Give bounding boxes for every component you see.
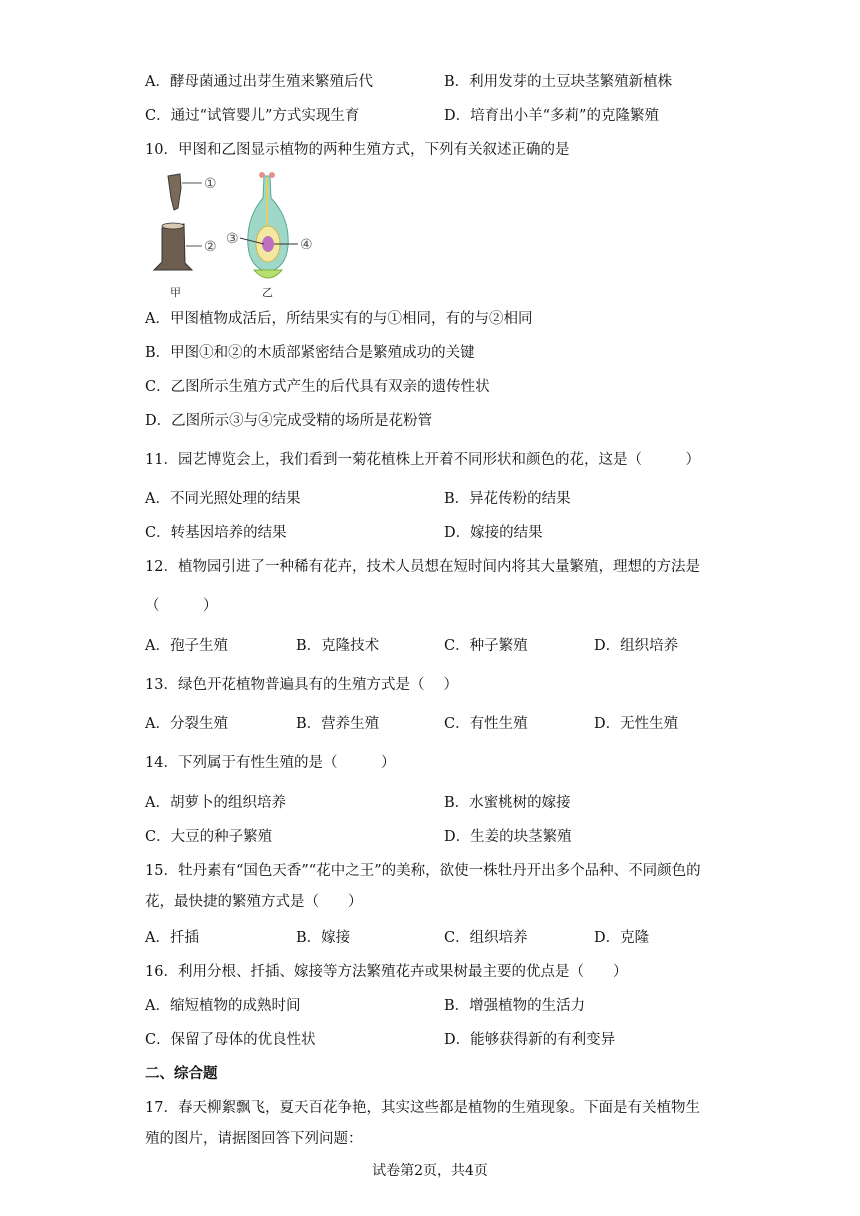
label-yi: 乙: [262, 286, 273, 299]
q10-stem: 10．甲图和乙图显示植物的两种生殖方式，下列有关叙述正确的是: [145, 142, 570, 158]
q12-option-b: B．克隆技术: [296, 638, 380, 654]
q13-option-d: D．无性生殖: [594, 716, 679, 732]
q11-option-b: B．异花传粉的结果: [444, 491, 571, 507]
scion: [168, 174, 181, 210]
q17-stem-line1: 17．春天柳絮飘飞，夏天百花争艳，其实这些都是植物的生殖现象。下面是有关植物生: [145, 1100, 700, 1116]
rootstock: [154, 224, 192, 270]
q9-option-b: B．利用发芽的土豆块茎繁殖新植株: [444, 74, 673, 90]
label-jia: 甲: [170, 286, 181, 299]
q12-answer-blank: （ ）: [145, 598, 218, 614]
q13-option-c: C．有性生殖: [444, 716, 528, 732]
q16-option-a: A．缩短植物的成熟时间: [145, 998, 301, 1014]
q16-option-d: D．能够获得新的有利变异: [444, 1032, 616, 1048]
q11-option-a: A．不同光照处理的结果: [145, 491, 301, 507]
q14-option-b: B．水蜜桃树的嫁接: [444, 795, 571, 811]
q13-stem: 13．绿色开花植物普遍具有的生殖方式是（ ）: [145, 677, 459, 693]
mark-3: ③: [226, 231, 239, 247]
q16-option-b: B．增强植物的生活力: [444, 998, 586, 1014]
q12-option-d: D．组织培养: [594, 638, 679, 654]
q9-option-a: A．酵母菌通过出芽生殖来繁殖后代: [145, 74, 373, 90]
q10-figure: [140, 168, 340, 303]
plant-reproduction-diagram: [140, 168, 340, 303]
q15-option-d: D．克隆: [594, 930, 650, 946]
q12-option-a: A．孢子生殖: [145, 638, 228, 654]
q15-option-b: B．嫁接: [296, 930, 351, 946]
q9-option-c: C．通过“试管婴儿”方式实现生育: [145, 108, 360, 124]
q16-option-c: C．保留了母体的优良性状: [145, 1032, 316, 1048]
q10-option-a: A．甲图植物成活后，所结果实有的与①相同，有的与②相同: [145, 311, 533, 327]
pollen-grain-right: [269, 172, 275, 178]
rootstock-cut-surface: [162, 223, 184, 229]
q17-stem-line2: 殖的图片，请据图回答下列问题：: [145, 1131, 363, 1147]
pistil-illustration: [226, 172, 313, 299]
mark-2: ②: [204, 239, 217, 255]
q13-option-a: A．分裂生殖: [145, 716, 228, 732]
q11-stem: 11．园艺博览会上，我们看到一菊花植株上开着不同形状和颜色的花，这是（ ）: [145, 452, 700, 468]
q13-option-b: B．营养生殖: [296, 716, 380, 732]
mark-4: ④: [300, 237, 313, 253]
q11-option-d: D．嫁接的结果: [444, 525, 543, 541]
mark-1: ①: [204, 176, 217, 192]
page-footer: 试卷第2页，共4页: [372, 1163, 488, 1179]
q10-option-d: D．乙图所示③与④完成受精的场所是花粉管: [145, 413, 433, 429]
q10-option-c: C．乙图所示生殖方式产生的后代具有双亲的遗传性状: [145, 379, 490, 395]
q14-option-c: C．大豆的种子繁殖: [145, 829, 273, 845]
q12-option-c: C．种子繁殖: [444, 638, 528, 654]
q10-option-b: B．甲图①和②的木质部紧密结合是繁殖成功的关键: [145, 345, 475, 361]
receptacle: [254, 270, 282, 278]
q14-option-d: D．生姜的块茎繁殖: [444, 829, 572, 845]
q15-option-a: A．扦插: [145, 930, 199, 946]
q15-stem-line2: 花，最快捷的繁殖方式是（ ）: [145, 894, 363, 910]
q11-option-c: C．转基因培养的结果: [145, 525, 287, 541]
q14-stem: 14．下列属于有性生殖的是（ ）: [145, 755, 396, 771]
q16-stem: 16．利用分根、扦插、嫁接等方法繁殖花卉或果树最主要的优点是（ ）: [145, 964, 628, 980]
grafting-illustration: [154, 174, 217, 299]
q9-option-d: D．培育出小羊“多莉”的克隆繁殖: [444, 108, 659, 124]
q12-stem: 12．植物园引进了一种稀有花卉，技术人员想在短时间内将其大量繁殖，理想的方法是: [145, 559, 700, 575]
q14-option-a: A．胡萝卜的组织培养: [145, 795, 286, 811]
section-title: 二、综合题: [145, 1065, 218, 1082]
pollen-grain-left: [259, 172, 265, 178]
q15-stem-line1: 15．牡丹素有“国色天香”“花中之王”的美称，欲使一株牡丹开出多个品种、不同颜色的: [145, 863, 701, 879]
q15-option-c: C．组织培养: [444, 930, 528, 946]
